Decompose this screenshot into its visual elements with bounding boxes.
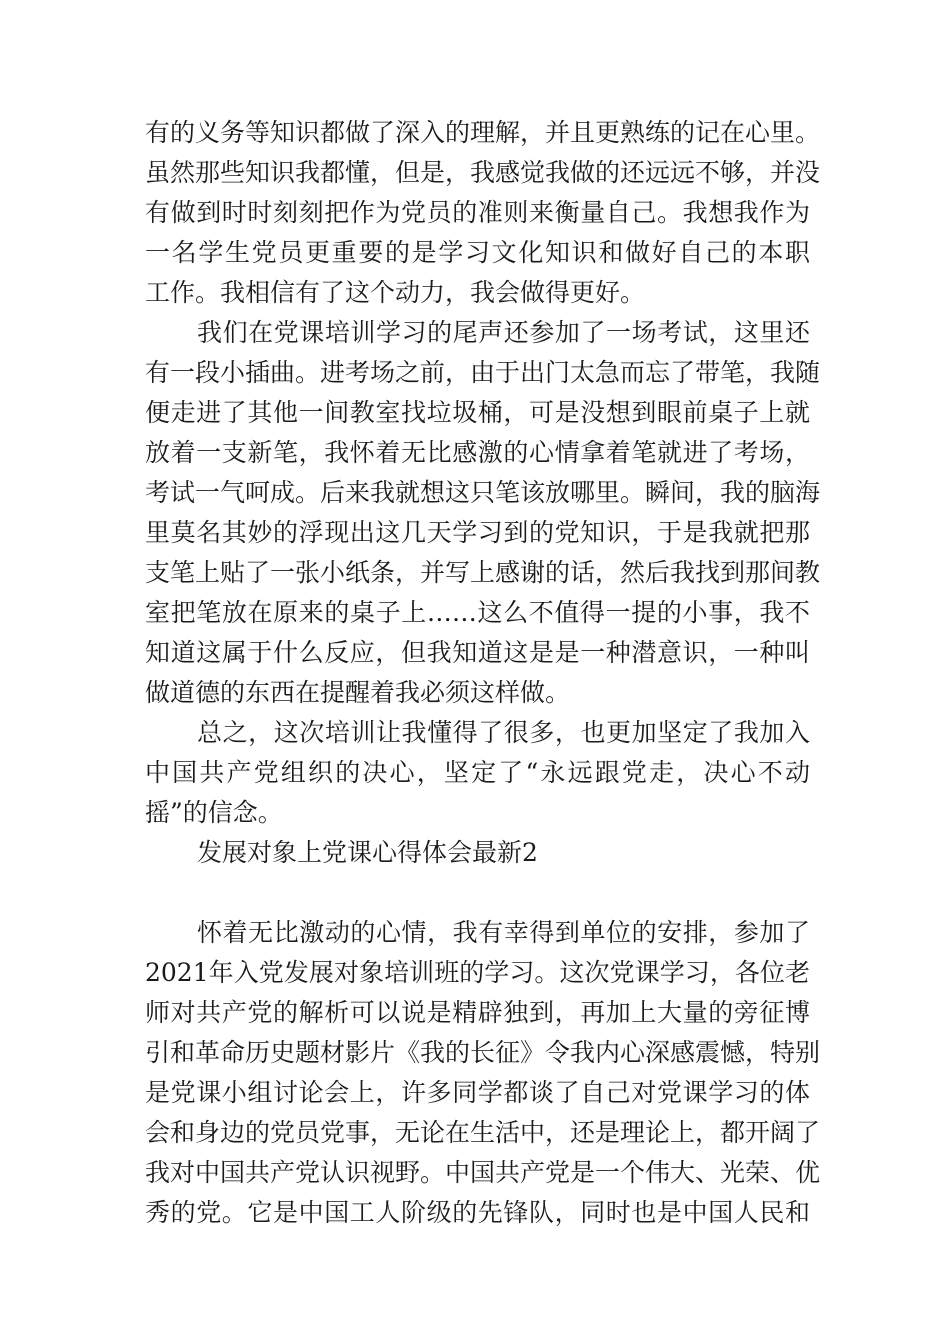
text-line: 摇”的信念。 (145, 798, 283, 827)
text-line: 有的义务等知识都做了深入的理解，并且更熟练的记在心里。 (145, 118, 821, 147)
text-line: 便走进了其他一间教室找垃圾桶，可是没想到眼前桌子上就 (145, 398, 810, 427)
text-line: 秀的党。它是中国工人阶级的先锋队，同时也是中国人民和 (145, 1198, 810, 1227)
text-line: 引和革命历史题材影片《我的长征》令我内心深感震憾，特别 (145, 1038, 821, 1067)
text-line: 总之，这次培训让我懂得了很多，也更加坚定了我加入 (197, 718, 810, 747)
text-line: 知道这属于什么反应，但我知道这是是一种潜意识，一种叫 (145, 638, 810, 667)
text-line: 考试一气呵成。后来我就想这只笔该放哪里。瞬间，我的脑海 (145, 478, 821, 507)
text-line: 2021年入党发展对象培训班的学习。这次党课学习，各位老 (145, 958, 810, 987)
paragraph-2 (145, 313, 821, 713)
text-line: 有一段小插曲。进考场之前，由于出门太急而忘了带笔，我随 (145, 358, 821, 387)
text-line: 虽然那些知识我都懂，但是，我感觉我做的还远远不够，并没 (145, 158, 821, 187)
text-line: 会和身边的党员党事，无论在生活中，还是理论上，都开阔了 (145, 1118, 821, 1147)
text-line: 怀着无比激动的心情，我有幸得到单位的安排，参加了 (197, 918, 810, 947)
document-body (145, 113, 821, 1233)
paragraph-3 (145, 713, 810, 833)
paragraph-1 (145, 113, 821, 313)
text-line: 室把笔放在原来的桌子上……这么不值得一提的小事，我不 (145, 598, 810, 627)
text-line: 是党课小组讨论会上，许多同学都谈了自己对党课学习的体 (145, 1078, 810, 1107)
text-line: 放着一支新笔，我怀着无比感激的心情拿着笔就进了考场， (145, 438, 810, 467)
text-line: 我对中国共产党认识视野。中国共产党是一个伟大、光荣、优 (145, 1158, 821, 1187)
text-line: 工作。我相信有了这个动力，我会做得更好。 (145, 278, 646, 307)
section-heading: 发展对象上党课心得体会最新2 (197, 838, 538, 867)
text-line: 中国共产党组织的决心，坚定了“永远跟党走，决心不动 (145, 758, 810, 787)
text-line: 师对共产党的解析可以说是精辟独到，再加上大量的旁征博 (145, 998, 810, 1027)
text-line: 一名学生党员更重要的是学习文化知识和做好自己的本职 (145, 238, 810, 267)
text-line: 里莫名其妙的浮现出这几天学习到的党知识，于是我就把那 (145, 518, 810, 547)
text-line: 支笔上贴了一张小纸条，并写上感谢的话，然后我找到那间教 (145, 558, 821, 587)
blank-line (145, 873, 810, 913)
text-line: 做道德的东西在提醒着我必须这样做。 (145, 678, 571, 707)
text-line: 有做到时时刻刻把作为党员的准则来衡量自己。我想我作为 (145, 198, 810, 227)
paragraph-4 (145, 913, 821, 1233)
text-line: 我们在党课培训学习的尾声还参加了一场考试，这里还 (197, 318, 810, 347)
